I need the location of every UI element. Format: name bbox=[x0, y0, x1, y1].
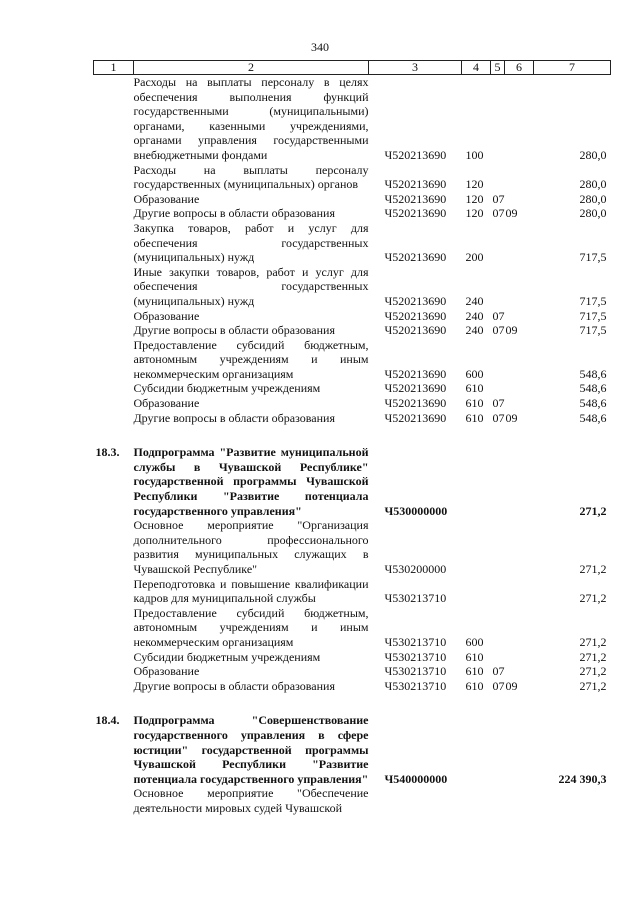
target-code: Ч520213690 bbox=[384, 147, 447, 162]
table-row bbox=[94, 664, 611, 679]
section: 07 bbox=[492, 308, 505, 323]
row-number bbox=[94, 163, 134, 192]
subsection bbox=[505, 75, 534, 163]
expense-type: 600 bbox=[465, 366, 484, 381]
expense-type bbox=[462, 577, 491, 606]
expense-type: 100 bbox=[465, 147, 484, 162]
amount bbox=[534, 786, 611, 815]
amount: 548,6 bbox=[579, 396, 607, 411]
amount: 271,2 bbox=[579, 634, 607, 649]
row-number: 18.4. bbox=[95, 713, 120, 728]
row-number bbox=[94, 786, 134, 815]
subsection bbox=[505, 192, 534, 207]
expense-type: 120 bbox=[465, 206, 484, 221]
row-name: Другие вопросы в области образования bbox=[133, 323, 335, 338]
subsection bbox=[505, 713, 534, 786]
target-code: Ч530200000 bbox=[384, 562, 447, 576]
row-name: Закупка товаров, работ и услуг для обеспечения государственных (муниципальных) нужд bbox=[133, 220, 369, 265]
expense-type bbox=[462, 518, 491, 576]
table-row bbox=[94, 323, 611, 338]
expense-type: 610 bbox=[465, 664, 484, 679]
expense-type: 240 bbox=[465, 293, 484, 308]
amount: 280,0 bbox=[579, 191, 607, 206]
column-header: 6 bbox=[505, 61, 534, 75]
subsection bbox=[505, 650, 534, 665]
target-code: Ч540000000 bbox=[384, 771, 448, 786]
target-code: Ч530213710 bbox=[384, 678, 447, 693]
row-number bbox=[94, 664, 134, 679]
expense-type: 120 bbox=[465, 177, 484, 192]
table-row bbox=[94, 221, 611, 265]
row-name: Расходы на выплаты персоналу в целях обеспечения выполнения функций государственными (муниципальными) органами, казенными учреждениями, органами управления государственными внебюджетными фондами bbox=[133, 75, 369, 162]
section bbox=[491, 381, 505, 396]
subsection bbox=[505, 265, 534, 309]
target-code: Ч530213710 bbox=[384, 634, 447, 649]
table-row bbox=[94, 679, 611, 694]
row-number bbox=[94, 411, 134, 426]
amount: 548,6 bbox=[579, 410, 607, 425]
table-row bbox=[94, 192, 611, 207]
column-header-row bbox=[94, 61, 611, 75]
expense-type: 240 bbox=[465, 308, 484, 323]
expense-type bbox=[462, 786, 491, 815]
section bbox=[491, 606, 505, 650]
target-code: Ч520213690 bbox=[384, 250, 447, 265]
subsection bbox=[505, 606, 534, 650]
row-number bbox=[94, 192, 134, 207]
amount: 280,0 bbox=[579, 206, 607, 221]
table-row bbox=[94, 518, 611, 576]
amount: 717,5 bbox=[579, 308, 607, 323]
column-header: 3 bbox=[369, 61, 462, 75]
amount: 271,2 bbox=[579, 649, 607, 664]
section bbox=[491, 75, 505, 163]
section bbox=[491, 163, 505, 192]
row-name: Иные закупки товаров, работ и услуг для обеспечения государственных (муниципальных) нужд bbox=[133, 264, 369, 308]
section-spacer bbox=[94, 425, 611, 445]
row-number bbox=[94, 606, 134, 650]
table-row bbox=[94, 606, 611, 650]
subsection: 09 bbox=[505, 410, 518, 425]
section: 07 bbox=[492, 664, 505, 679]
target-code bbox=[369, 786, 462, 815]
row-name: Образование bbox=[133, 191, 200, 206]
subsection bbox=[505, 445, 534, 518]
subsection bbox=[505, 786, 534, 815]
row-number bbox=[94, 323, 134, 338]
row-name: Другие вопросы в области образования bbox=[133, 410, 335, 425]
column-header: 7 bbox=[534, 61, 611, 75]
row-number bbox=[94, 206, 134, 221]
row-number bbox=[94, 396, 134, 411]
amount: 280,0 bbox=[579, 177, 607, 192]
amount: 548,6 bbox=[579, 381, 607, 396]
column-header: 1 bbox=[94, 61, 134, 75]
target-code: Ч530213710 bbox=[384, 649, 447, 664]
table-row bbox=[94, 309, 611, 324]
expense-type: 610 bbox=[465, 381, 484, 396]
expense-type: 240 bbox=[465, 323, 484, 338]
target-code: Ч520213690 bbox=[384, 293, 447, 308]
section: 07 bbox=[492, 323, 505, 338]
amount: 271,2 bbox=[579, 503, 607, 518]
amount: 717,5 bbox=[579, 293, 607, 308]
table-row bbox=[94, 338, 611, 382]
section bbox=[491, 650, 505, 665]
table-row bbox=[94, 411, 611, 426]
row-name: Предоставление субсидий бюджетным, автономным учреждениям и иным некоммерческим организациям bbox=[133, 605, 369, 649]
expense-type: 610 bbox=[465, 396, 484, 411]
row-number bbox=[94, 338, 134, 382]
target-code: Ч530213710 bbox=[384, 664, 447, 679]
target-code: Ч520213690 bbox=[384, 206, 447, 221]
row-name: Образование bbox=[133, 396, 200, 411]
subsection bbox=[505, 396, 534, 411]
subsection: 09 bbox=[505, 206, 518, 221]
section: 07 bbox=[492, 206, 505, 221]
row-name: Основное мероприятие "Обеспечение деятельности мировых судей Чувашской bbox=[133, 786, 369, 815]
target-code: Ч520213690 bbox=[384, 323, 447, 338]
row-name: Подпрограмма "Развитие муниципальной службы в Чувашской Республике" государственной программы Чувашской Республики "Развитие потенциала государственного управления" bbox=[133, 445, 369, 518]
section bbox=[491, 445, 505, 518]
page-number: 340 bbox=[311, 40, 329, 54]
table-row bbox=[94, 75, 611, 163]
target-code: Ч520213690 bbox=[384, 396, 447, 411]
expense-type bbox=[462, 713, 491, 786]
row-number bbox=[94, 650, 134, 665]
section: 07 bbox=[492, 410, 505, 425]
section bbox=[491, 221, 505, 265]
table-row bbox=[94, 265, 611, 309]
subsection bbox=[505, 309, 534, 324]
subsection: 09 bbox=[505, 678, 518, 693]
section: 07 bbox=[492, 678, 505, 693]
row-name: Переподготовка и повышение квалификации кадров для муниципальной службы bbox=[133, 576, 369, 606]
section bbox=[491, 786, 505, 815]
amount: 271,2 bbox=[579, 591, 607, 606]
row-number bbox=[94, 265, 134, 309]
subsection bbox=[505, 577, 534, 606]
target-code: Ч530000000 bbox=[384, 503, 448, 518]
amount: 717,5 bbox=[579, 323, 607, 338]
row-number bbox=[94, 381, 134, 396]
row-name: Расходы на выплаты персоналу государственных (муниципальных) органов bbox=[133, 162, 369, 192]
section bbox=[491, 265, 505, 309]
target-code: Ч520213690 bbox=[384, 308, 447, 323]
subsection bbox=[505, 664, 534, 679]
subprogram-row bbox=[94, 713, 611, 786]
row-number bbox=[94, 518, 134, 576]
amount: 280,0 bbox=[579, 147, 607, 162]
target-code: Ч530213710 bbox=[384, 591, 447, 606]
target-code: Ч520213690 bbox=[384, 177, 447, 192]
expense-type: 600 bbox=[465, 634, 484, 649]
amount: 548,6 bbox=[579, 366, 607, 381]
row-name: Другие вопросы в области образования bbox=[133, 678, 335, 693]
row-name: Субсидии бюджетным учреждениям bbox=[133, 381, 321, 396]
table-row bbox=[94, 577, 611, 606]
row-name: Субсидии бюджетным учреждениям bbox=[133, 649, 321, 664]
row-number bbox=[94, 75, 134, 163]
target-code: Ч520213690 bbox=[384, 366, 447, 381]
subsection bbox=[505, 338, 534, 382]
column-header: 4 bbox=[462, 61, 491, 75]
target-code: Ч520213690 bbox=[384, 381, 447, 396]
section bbox=[491, 713, 505, 786]
section bbox=[491, 518, 505, 576]
target-code: Ч520213690 bbox=[384, 191, 447, 206]
row-name: Подпрограмма "Совершенствование государственного управления в сфере юстиции" государственной программы Чувашской Республики "Развитие потенциала государственного управления" bbox=[133, 713, 369, 786]
subsection: 09 bbox=[505, 323, 518, 338]
row-name: Другие вопросы в области образования bbox=[133, 206, 335, 221]
subsection bbox=[505, 221, 534, 265]
subsection bbox=[505, 518, 534, 576]
expense-type bbox=[462, 445, 491, 518]
row-name: Основное мероприятие "Организация дополнительного профессионального развития муниципальных служащих в Чувашской Республике" bbox=[133, 518, 369, 576]
section: 07 bbox=[492, 396, 505, 411]
column-header: 5 bbox=[491, 61, 505, 75]
column-header: 2 bbox=[134, 61, 369, 75]
row-number bbox=[94, 577, 134, 606]
row-number bbox=[94, 679, 134, 694]
section-spacer bbox=[94, 693, 611, 713]
amount: 224 390,3 bbox=[558, 771, 607, 786]
row-number: 18.3. bbox=[95, 445, 120, 460]
section bbox=[491, 338, 505, 382]
expense-type: 200 bbox=[465, 250, 484, 265]
target-code: Ч520213690 bbox=[384, 410, 447, 425]
section: 07 bbox=[492, 191, 505, 206]
section bbox=[491, 577, 505, 606]
subsection bbox=[505, 163, 534, 192]
row-name: Образование bbox=[133, 664, 200, 679]
table-row bbox=[94, 786, 611, 815]
amount: 271,2 bbox=[579, 664, 607, 679]
row-number bbox=[94, 221, 134, 265]
expense-type: 120 bbox=[465, 191, 484, 206]
expense-type: 610 bbox=[465, 678, 484, 693]
table-row bbox=[94, 396, 611, 411]
amount: 271,2 bbox=[579, 562, 607, 576]
budget-table bbox=[93, 60, 611, 816]
table-row bbox=[94, 650, 611, 665]
expense-type: 610 bbox=[465, 410, 484, 425]
table-row bbox=[94, 381, 611, 396]
subprogram-row bbox=[94, 445, 611, 518]
expense-type: 610 bbox=[465, 649, 484, 664]
table-row bbox=[94, 206, 611, 221]
table-row bbox=[94, 163, 611, 192]
subsection bbox=[505, 381, 534, 396]
row-name: Образование bbox=[133, 308, 200, 323]
row-name: Предоставление субсидий бюджетным, автономным учреждениям и иным некоммерческим организациям bbox=[133, 337, 369, 381]
amount: 271,2 bbox=[579, 678, 607, 693]
amount: 717,5 bbox=[579, 250, 607, 265]
row-number bbox=[94, 309, 134, 324]
